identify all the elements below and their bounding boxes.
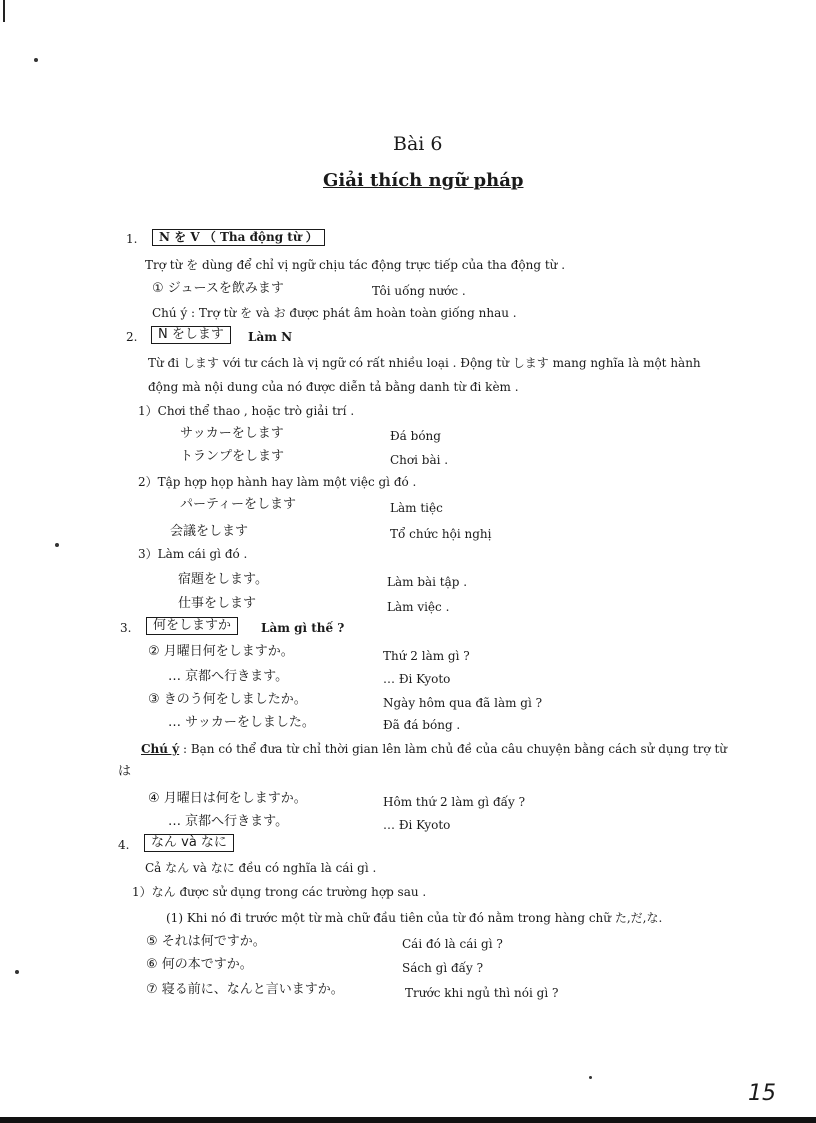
example-2-answer-vietnamese: … Đi Kyoto xyxy=(383,672,451,686)
example-japanese: サッカーをします xyxy=(180,426,284,441)
scan-speck xyxy=(15,970,19,974)
example-vietnamese: Làm bài tập . xyxy=(387,575,468,589)
section-number: 2. xyxy=(126,330,138,344)
section-4-heading-box: なん và なに xyxy=(144,834,234,852)
section-3-title: Làm gì thế ? xyxy=(261,621,345,635)
section-3-note xyxy=(141,743,727,755)
example-vietnamese: Làm tiệc xyxy=(390,501,443,515)
example-3-answer-japanese: … サッカーをしました。 xyxy=(168,715,315,730)
scan-edge-bottom xyxy=(0,1117,816,1123)
section-1-description: Trợ từ を dùng để chỉ vị ngữ chịu tác động trực tiếp của tha động từ . xyxy=(145,258,566,272)
example-japanese: トランプをします xyxy=(180,449,285,464)
example-japanese: 仕事をします xyxy=(178,596,257,611)
example-4-japanese: ④ 月曜日は何をしますか。 xyxy=(148,791,307,806)
section-2-description-line1: Từ đi します với tư cách là vị ngữ có rất nhiều loại . Động từ します mang nghĩa là một hành xyxy=(148,356,701,370)
example-5-japanese: ⑤ それは何ですか。 xyxy=(146,934,266,949)
note-text: : Bạn có thể đưa từ chỉ thời gian lên làm chủ đề của câu chuyện bằng cách sử dụng trợ từ xyxy=(179,742,728,756)
section-4-subheading-1: 1）なん được sử dụng trong các trường hợp sau . xyxy=(132,885,427,899)
section-number: 3. xyxy=(120,621,132,635)
example-7-japanese: ⑦ 寝る前に、なんと言いますか。 xyxy=(146,982,344,997)
example-vietnamese: Tổ chức hội nghị xyxy=(390,527,492,541)
section-3-heading-box: 何をしますか xyxy=(146,617,238,635)
example-vietnamese: Chơi bài . xyxy=(390,453,449,467)
example-japanese: パーティーをします xyxy=(180,497,296,512)
example-4-answer-japanese: … 京都へ行きます。 xyxy=(168,814,289,829)
example-6-japanese: ⑥ 何の本ですか。 xyxy=(146,957,253,972)
example-1-vietnamese: Tôi uống nước . xyxy=(372,284,466,298)
section-2-heading-box: N をします xyxy=(151,326,231,344)
example-vietnamese: Đá bóng xyxy=(390,429,441,443)
example-5-vietnamese: Cái đó là cái gì ? xyxy=(402,937,503,951)
example-3-vietnamese: Ngày hôm qua đã làm gì ? xyxy=(383,696,543,710)
section-1-heading-box: N を V （ Tha động từ ） xyxy=(152,229,325,246)
example-6-vietnamese: Sách gì đấy ? xyxy=(402,961,484,975)
example-2-vietnamese: Thứ 2 làm gì ? xyxy=(383,649,470,663)
section-2-subheading-2: 2）Tập hợp họp hành hay làm một việc gì đó . xyxy=(138,475,417,489)
scan-speck xyxy=(589,1076,592,1079)
lesson-label: Bài 6 xyxy=(393,133,443,155)
note-particle-ha: は xyxy=(118,764,132,779)
section-number: 1. xyxy=(126,232,138,246)
example-4-answer-vietnamese: … Đi Kyoto xyxy=(383,818,451,832)
example-2-japanese: ② 月曜日何をしますか。 xyxy=(148,644,294,659)
section-number: 4. xyxy=(118,838,130,852)
example-7-vietnamese: Trước khi ngủ thì nói gì ? xyxy=(405,986,559,1000)
example-2-answer-japanese: … 京都へ行きます。 xyxy=(168,669,289,684)
section-2-subheading-1: 1）Chơi thể thao , hoặc trò giải trí . xyxy=(138,404,355,418)
scan-speck xyxy=(55,543,59,547)
note-label: Chú ý xyxy=(141,742,180,756)
section-2-title: Làm N xyxy=(248,330,293,344)
page-title: Giải thích ngữ pháp xyxy=(323,170,524,191)
section-2-description-line2: động mà nội dung của nó được diễn tả bằng danh từ đi kèm . xyxy=(148,380,519,394)
scan-edge-left xyxy=(3,0,5,22)
section-1-note: Chú ý : Trợ từ を và お được phát âm hoàn toàn giống nhau . xyxy=(152,306,517,320)
page-number: 15 xyxy=(748,1081,776,1106)
scan-speck xyxy=(34,58,38,62)
section-4-description: Cả なん và なに đều có nghĩa là cái gì . xyxy=(145,861,377,875)
section-4-subheading-1a: (1) Khi nó đi trước một từ mà chữ đầu tiên của từ đó nằm trong hàng chữ た,だ,な. xyxy=(166,911,663,925)
example-3-answer-vietnamese: Đã đá bóng . xyxy=(383,718,461,732)
example-japanese: 会議をします xyxy=(170,524,249,539)
example-japanese: 宿題をします。 xyxy=(178,572,268,587)
example-vietnamese: Làm việc . xyxy=(387,600,450,614)
example-1-japanese: ① ジュースを飲みます xyxy=(152,281,284,296)
example-3-japanese: ③ きのう何をしましたか。 xyxy=(148,692,307,707)
section-2-subheading-3: 3）Làm cái gì đó . xyxy=(138,547,248,561)
example-4-vietnamese: Hôm thứ 2 làm gì đấy ? xyxy=(383,795,526,809)
